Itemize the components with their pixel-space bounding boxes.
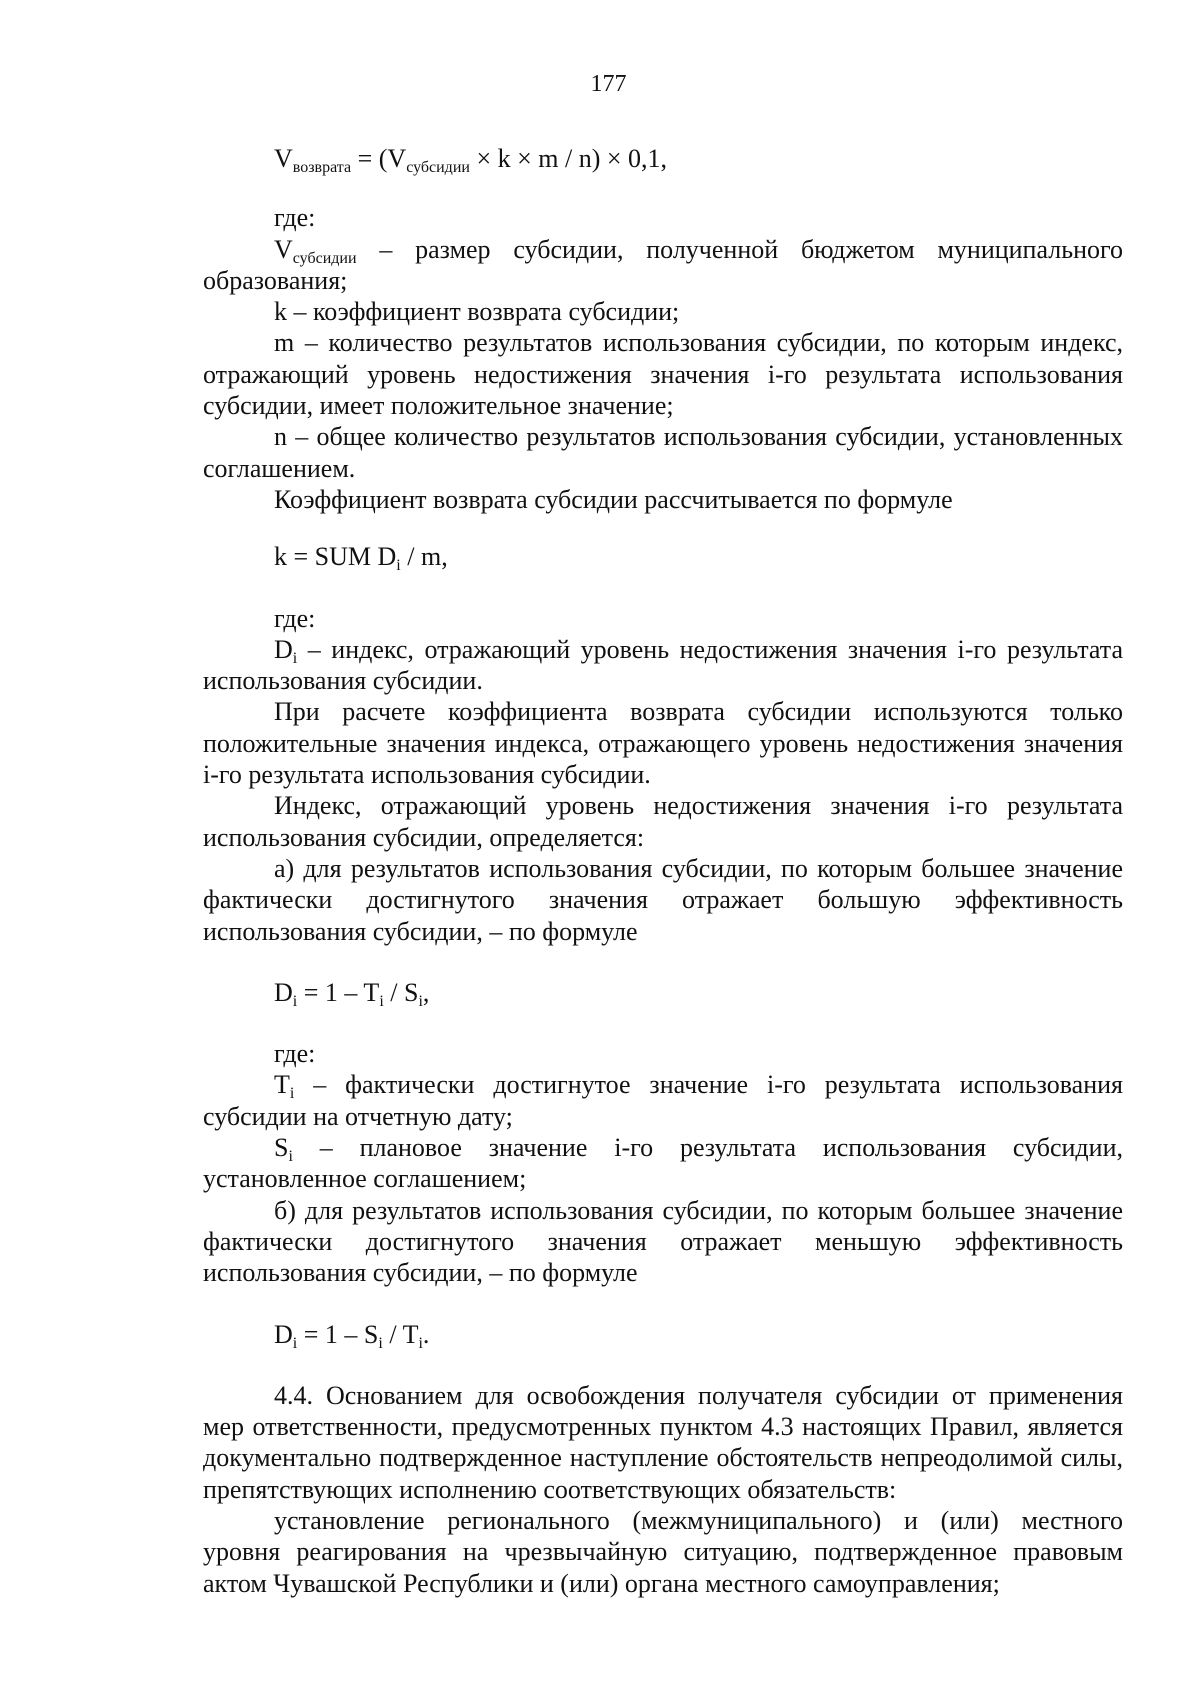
case-b: б) для результатов использования субсидии, по которым большее значение фактически достигнутого значения отражает меньшую эффективность использования субсидии, – по формуле — [203, 1195, 1123, 1288]
def-ti-sub: i — [289, 1085, 295, 1103]
definition-k: k – коэффициент возврата субсидии; — [274, 297, 680, 327]
formula-b-d-sub: i — [292, 1334, 298, 1352]
formula-k-lead: k = SUM D — [274, 542, 397, 572]
formula-a-end: , — [422, 977, 430, 1007]
formula-b-end: . — [422, 1319, 430, 1349]
def-si-text: – плановое значение i-го результата использования субсидии, установленное соглашением; — [203, 1133, 1123, 1194]
def-di-sub: i — [292, 649, 298, 667]
where-label-2: где: — [274, 603, 316, 633]
def-di-main: D — [274, 634, 293, 664]
formula-a-d: D — [274, 977, 293, 1007]
formula-a — [203, 977, 1123, 1008]
k-intro: Коэффициент возврата субсидии рассчитывается по формуле — [274, 484, 953, 514]
formula-return-open: = (V — [351, 144, 407, 173]
definition-si — [203, 1132, 1123, 1195]
def-si-main: S — [274, 1133, 289, 1163]
emergency-item: установление регионального (межмуниципального) и (или) местного уровня реагирования на чрезвычайную ситуацию, подтвержденное правовым актом Чувашской Республики и (или) органа местного самоуправления; — [203, 1505, 1123, 1598]
formula-b-s-sub: i — [378, 1334, 383, 1352]
formula-b — [203, 1319, 1123, 1350]
definition-v-subsidy — [203, 234, 1123, 297]
formula-k — [203, 541, 1123, 575]
where-label-1: где: — [274, 203, 316, 233]
def-ti-text: – фактически достигнутое значение i-го результата использования субсидии на отчетную дату; — [203, 1070, 1123, 1131]
formula-b-mid: = 1 – S — [297, 1319, 379, 1349]
formula-return-v: V — [274, 144, 293, 173]
formula-a-mid: = 1 – T — [297, 977, 380, 1007]
calc-note: При расчете коэффициента возврата субсидии используются только положительные значения индекса, отражающего уровень недостижения значения i-го результата использования субсидии. — [203, 697, 1123, 790]
index-intro: Индекс, отражающий уровень недостижения значения i-го результата использования субсидии, определяется: — [203, 791, 1123, 852]
formula-return-rest: × k × m / n) × 0,1, — [469, 144, 668, 173]
def-ti-main: T — [274, 1070, 290, 1100]
formula-k-tail: / m, — [400, 542, 448, 572]
formula-a-slash: / S — [383, 977, 419, 1007]
page-number: 177 — [590, 71, 627, 97]
definition-ti — [203, 1069, 1123, 1132]
def-si-sub: i — [288, 1148, 293, 1166]
formula-a-d-sub: i — [292, 992, 298, 1010]
where-label-3: где: — [274, 1039, 316, 1069]
formula-a-s-sub: i — [418, 992, 423, 1010]
definition-n: n – общее количество результатов использования субсидии, установленных соглашением. — [203, 422, 1123, 483]
formula-b-t-sub: i — [418, 1334, 423, 1352]
formula-k-sub: i — [396, 557, 401, 575]
def-di-text: – индекс, отражающий уровень недостижения значения i-го результата использования субсидии. — [203, 634, 1123, 696]
formula-return-v-sub: возврата — [292, 159, 352, 176]
formula-a-t-sub: i — [379, 992, 384, 1010]
def-v-main: V — [274, 234, 293, 264]
definition-m: m – количество результатов использования субсидии, по которым индекс, отражающий уровень недостижения значения i-го результата использования субсидии, имеет положительное значение; — [203, 328, 1123, 421]
def-v-text: – размер субсидии, полученной бюджетом муниципального образования; — [203, 234, 1123, 295]
definition-di — [203, 634, 1123, 697]
formula-b-d: D — [274, 1319, 293, 1349]
formula-return-subsidy-sub: субсидии — [406, 159, 470, 176]
formula-b-slash: / T — [382, 1319, 419, 1349]
case-a: а) для результатов использования субсидии, по которым большее значение фактически достигнутого значения отражает большую эффективность использования субсидии, – по формуле — [203, 853, 1123, 946]
def-v-sub: субсидии — [292, 249, 357, 267]
document-body — [203, 143, 1123, 1599]
section-4-4: 4.4. Основанием для освобождения получателя субсидии от применения мер ответственности, предусмотренных пунктом 4.3 настоящих Правил, является документально подтвержденное наступление обстоятельств непреодолимой силы, препятствующих исполнению соответствующих обязательств: — [203, 1380, 1123, 1504]
formula-return — [203, 143, 1123, 174]
